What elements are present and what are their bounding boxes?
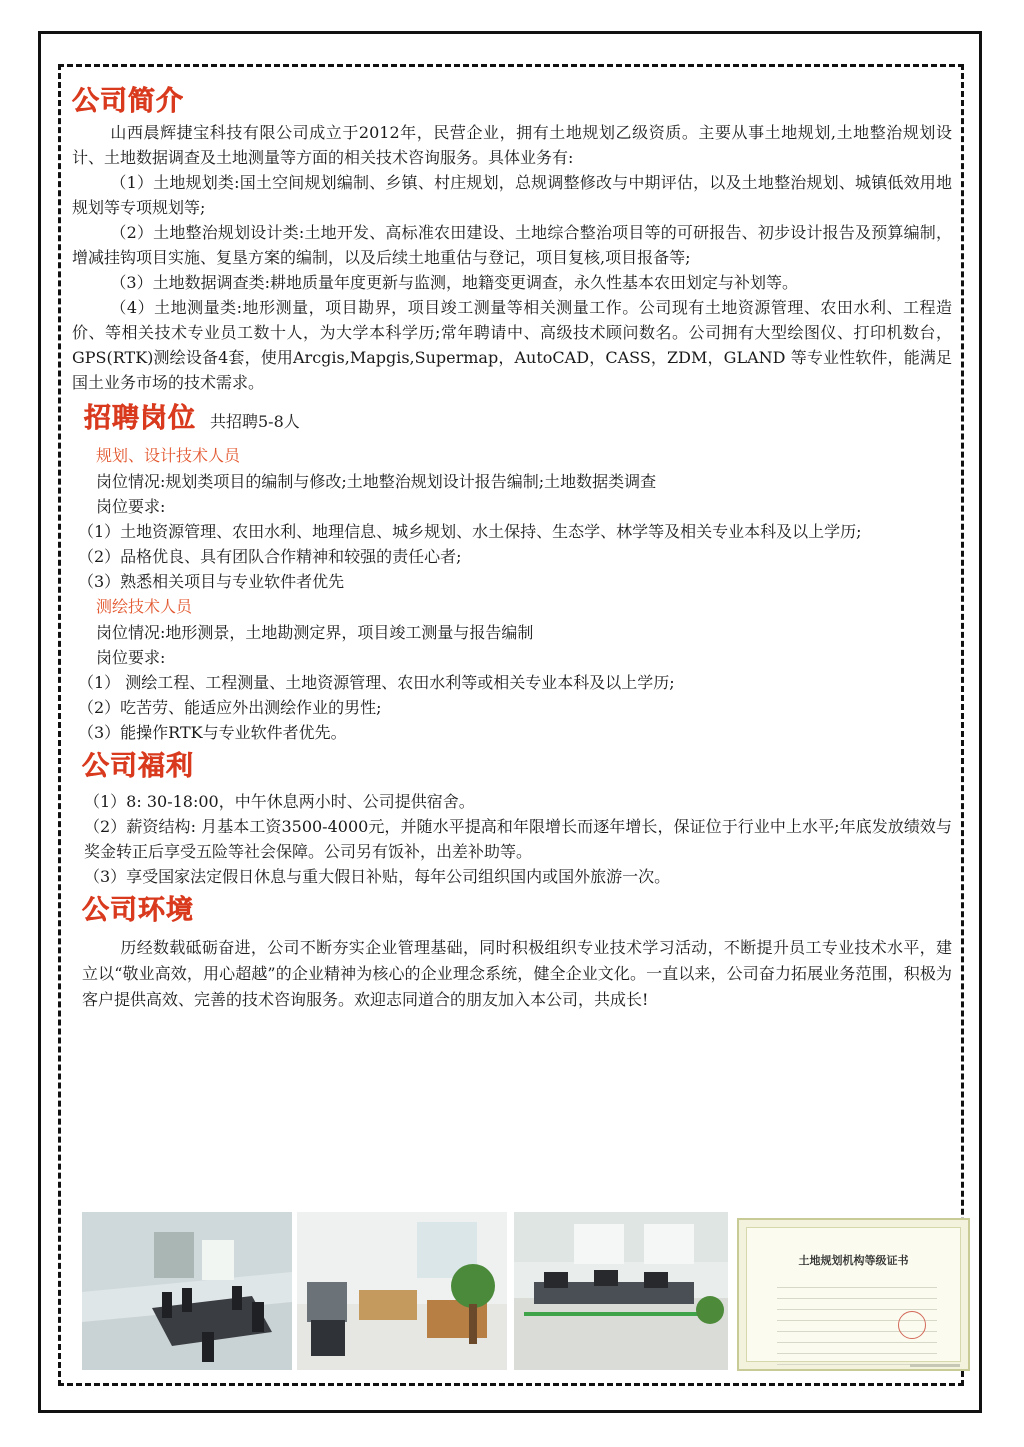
section-recruitment xyxy=(72,401,952,745)
section-company-intro xyxy=(72,84,952,395)
recruit-count: 共招聘5-8人 xyxy=(210,412,300,431)
photo-strip xyxy=(82,1212,970,1372)
office-photo-2 xyxy=(514,1212,728,1370)
job-surveying-req-3: （3）能操作RTK与专业软件者优先。 xyxy=(78,723,347,742)
job-planning-req-3: （3）熟悉相关项目与专业软件者优先 xyxy=(78,572,345,591)
environment-paragraph: 历经数载砥砺奋进，公司不断夯实企业管理基础，同时积极组织专业技术学习活动，不断提升员工专业技术水平，建立以“敬业高效，用心超越”的企业精神为核心的企业理念系统，健全企业文化。一直以来，公司奋力拓展业务范围，积极为客户提供高效、完善的技术咨询服务。欢迎志同道合的朋友加入本公司，共成长! xyxy=(82,938,952,1009)
document-body xyxy=(72,84,952,1013)
intro-item-4: （4）土地测量类:地形测量，项目勘界，项目竣工测量等相关测量工作。公司现有土地资源管理、农田水利、工程造价、等相关技术专业员工数十人，为大学本科学历;常年聘请中、高级技术顾问数名。公司拥有大型绘图仪、打印机数台，GPS(RTK)测绘设备4套，使用Arcgis,Mapgis,Supermap，AutoCAD，CASS，ZDM，GLAND 等专业性软件，能满足国土业务市场的技术需求。 xyxy=(72,298,952,392)
benefits-item-2: （2）薪资结构: 月基本工资3500-4000元，并随水平提高和年限增长而逐年增长，保证位于行业中上水平;年底发放绩效与奖金转正后享受五险等社会保障。公司另有饭补，出差补助等。 xyxy=(84,817,952,861)
job-planning-req-label: 岗位要求: xyxy=(96,497,166,516)
certificate-title: 土地规划机构等级证书 xyxy=(798,1254,909,1267)
job-surveying xyxy=(72,594,952,745)
intro-heading: 公司简介 xyxy=(72,86,184,117)
benefits-item-1: （1）8: 30-18:00，中午休息两小时、公司提供宿舍。 xyxy=(84,792,475,811)
recruit-heading-row xyxy=(72,401,952,437)
job-planning xyxy=(72,443,952,594)
job-surveying-desc: 岗位情况:地形测景，土地勘测定界，项目竣工测量与报告编制 xyxy=(96,623,534,642)
benefits-heading: 公司福利 xyxy=(82,751,194,782)
section-benefits xyxy=(72,749,952,889)
recruit-heading: 招聘岗位 xyxy=(84,403,196,434)
intro-paragraph: 山西晨辉捷宝科技有限公司成立于2012年，民营企业，拥有土地规划乙级资质。主要从事土地规划,土地整治规划设计、土地数据调查及土地测量等方面的相关技术咨询服务。具体业务有: xyxy=(72,123,952,167)
job-surveying-req-2: （2）吃苦劳、能适应外出测绘作业的男性; xyxy=(78,698,382,717)
benefits-item-3: （3）享受国家法定假日休息与重大假日补贴，每年公司组织国内或国外旅游一次。 xyxy=(84,867,671,886)
job-title-surveying: 测绘技术人员 xyxy=(96,597,193,616)
environment-heading: 公司环境 xyxy=(82,895,194,926)
job-surveying-req-1: （1） 测绘工程、工程测量、土地资源管理、农田水利等或相关专业本科及以上学历; xyxy=(78,673,675,692)
section-environment xyxy=(72,893,952,1013)
certificate-footer-mark xyxy=(910,1364,960,1367)
meeting-room-photo xyxy=(82,1212,292,1370)
intro-item-1: （1）土地规划类:国土空间规划编制、乡镇、村庄规划，总规调整修改与中期评估，以及土地整治规划、城镇低效用地规划等专项规划等; xyxy=(72,173,952,217)
job-surveying-req-label: 岗位要求: xyxy=(96,648,166,667)
intro-item-3: （3）土地数据调查类:耕地质量年度更新与监测，地籍变更调查，永久性基本农田划定与补划等。 xyxy=(110,273,798,292)
certificate-image xyxy=(737,1218,970,1371)
job-planning-desc: 岗位情况:规划类项目的编制与修改;土地整治规划设计报告编制;土地数据类调查 xyxy=(96,472,657,491)
job-planning-req-2: （2）品格优良、具有团队合作精神和较强的责任心者; xyxy=(78,547,462,566)
intro-item-2: （2）土地整治规划设计类:土地开发、高标准农田建设、土地综合整治项目等的可研报告、初步设计报告及预算编制，增减挂钩项目实施、复垦方案的编制，以及后续土地重估与登记，项目复核,项目报备等; xyxy=(72,223,952,267)
certificate-inner-border xyxy=(746,1227,961,1362)
job-title-planning: 规划、设计技术人员 xyxy=(96,446,241,465)
job-planning-req-1: （1）土地资源管理、农田水利、地理信息、城乡规划、水土保持、生态学、林学等及相关专业本科及以上学历; xyxy=(78,522,862,541)
office-photo-1 xyxy=(297,1212,507,1370)
certificate-seal-icon xyxy=(898,1311,926,1339)
